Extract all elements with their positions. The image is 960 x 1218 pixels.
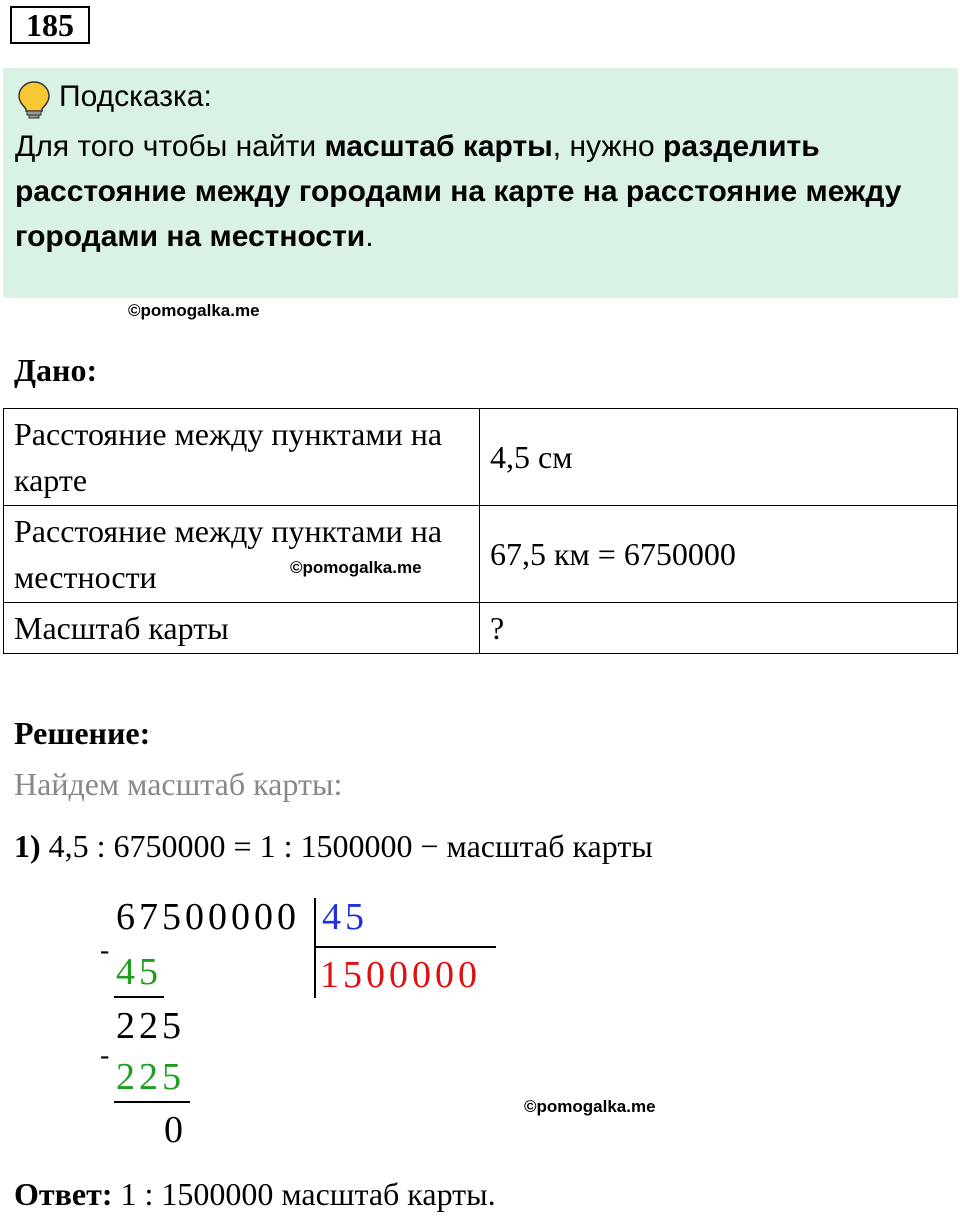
given-label: Расстояние между пунктами на карте	[4, 409, 480, 506]
table-row	[4, 603, 958, 654]
given-value: ?	[480, 603, 958, 654]
answer: Ответ: 1 : 1500000 масштаб карты.	[14, 1176, 496, 1212]
solution-intro: Найдем масштаб карты:	[14, 766, 343, 802]
given-value: 67,5 км = 6750000	[480, 506, 958, 603]
remainder: 225	[116, 1005, 185, 1047]
given-table	[3, 408, 958, 654]
table-row	[4, 409, 958, 506]
dividend: 67500000	[116, 896, 300, 938]
remainder: 0	[164, 1109, 187, 1151]
watermark: ©pomogalka.me	[128, 301, 260, 320]
minus-sign: -	[100, 935, 114, 966]
given-label: Масштаб карты	[4, 603, 480, 654]
division-bar	[314, 898, 316, 998]
watermark: ©pomogalka.me	[524, 1097, 656, 1116]
subtrahend: 45	[116, 951, 162, 993]
minus-sign: -	[100, 1040, 114, 1071]
divisor: 45	[322, 896, 368, 938]
solution-step: 1) 4,5 : 6750000 = 1 : 1500000 − масштаб карты	[14, 828, 653, 864]
subtrahend: 225	[116, 1056, 185, 1098]
given-label: Расстояние между пунктами на местности	[4, 506, 480, 603]
lightbulb-icon	[17, 80, 51, 125]
hint-title: Подсказка:	[59, 80, 212, 113]
given-heading: Дано:	[14, 352, 98, 388]
quotient: 1500000	[320, 954, 481, 996]
table-row	[4, 506, 958, 603]
underline	[114, 996, 164, 998]
given-value: 4,5 см	[480, 409, 958, 506]
underline	[114, 1101, 190, 1103]
hint-text: Для того чтобы найти масштаб карты, нужно разделить расстояние между городами на карте на расстояние между городами на местности.	[15, 130, 902, 253]
hint-box	[3, 68, 958, 298]
watermark: ©pomogalka.me	[290, 558, 422, 577]
task-number: 185	[10, 6, 90, 44]
division-bar	[314, 946, 496, 948]
solution-heading: Решение:	[14, 715, 151, 751]
